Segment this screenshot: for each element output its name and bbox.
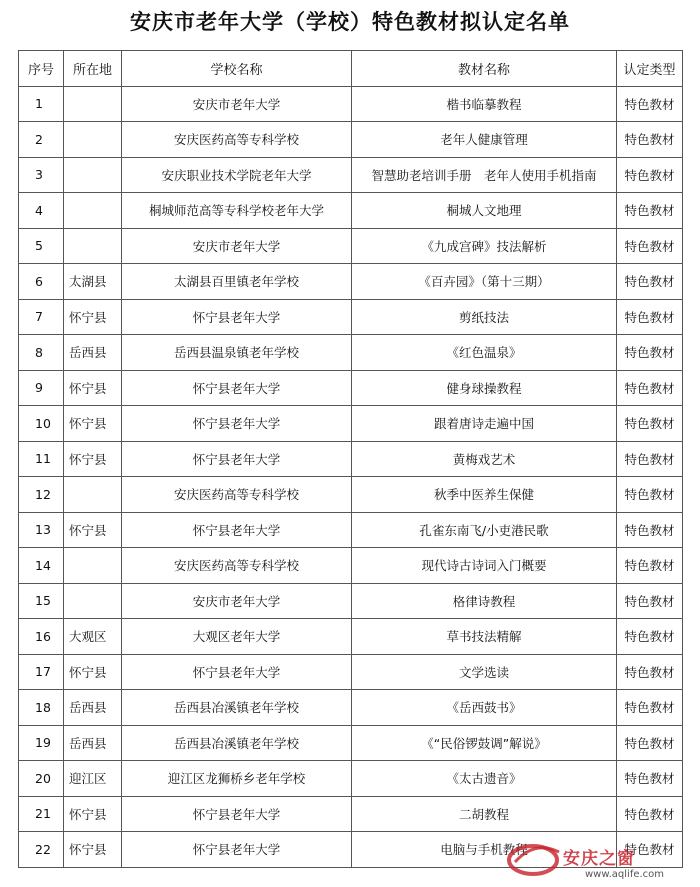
table-row [19,477,683,513]
cell-school: 安庆医药高等专科学校 [122,477,352,513]
cell-type: 特色教材 [617,832,683,868]
watermark-logo-icon [505,838,565,880]
table-row [19,86,683,122]
cell-no: 21 [19,796,64,832]
cell-no: 12 [19,477,64,513]
cell-textbook: 《岳西鼓书》 [352,690,617,726]
table-row [19,370,683,406]
cell-type: 特色教材 [617,299,683,335]
table-row [19,548,683,584]
cell-school: 怀宁县老年大学 [122,370,352,406]
cell-school: 怀宁县老年大学 [122,654,352,690]
header-no: 序号 [19,51,64,87]
cell-school: 安庆医药高等专科学校 [122,122,352,158]
cell-type: 特色教材 [617,725,683,761]
cell-location: 岳西县 [64,335,122,371]
cell-no: 11 [19,441,64,477]
cell-location: 大观区 [64,619,122,655]
cell-no: 5 [19,228,64,264]
cell-school: 怀宁县老年大学 [122,796,352,832]
header-textbook: 教材名称 [352,51,617,87]
table-row [19,406,683,442]
cell-textbook: 健身球操教程 [352,370,617,406]
cell-no: 9 [19,370,64,406]
cell-textbook: 秋季中医养生保健 [352,477,617,513]
cell-school: 桐城师范高等专科学校老年大学 [122,193,352,229]
cell-school: 迎江区龙狮桥乡老年学校 [122,761,352,797]
table-row [19,441,683,477]
table-row [19,264,683,300]
cell-textbook: 桐城人文地理 [352,193,617,229]
cell-type: 特色教材 [617,477,683,513]
cell-school: 安庆市老年大学 [122,86,352,122]
cell-type: 特色教材 [617,335,683,371]
cell-location: 岳西县 [64,725,122,761]
cell-location [64,477,122,513]
textbook-list-table [18,50,683,868]
cell-type: 特色教材 [617,441,683,477]
cell-location: 怀宁县 [64,654,122,690]
page-title: 安庆市老年大学（学校）特色教材拟认定名单 [130,9,570,34]
cell-school: 岳西县冶溪镇老年学校 [122,725,352,761]
table-row [19,512,683,548]
cell-type: 特色教材 [617,406,683,442]
cell-type: 特色教材 [617,761,683,797]
table-row [19,157,683,193]
cell-school: 怀宁县老年大学 [122,832,352,868]
cell-no: 10 [19,406,64,442]
cell-school: 安庆市老年大学 [122,228,352,264]
cell-no: 16 [19,619,64,655]
cell-location [64,86,122,122]
cell-textbook: 楷书临摹教程 [352,86,617,122]
cell-no: 2 [19,122,64,158]
cell-no: 13 [19,512,64,548]
cell-textbook: 现代诗古诗词入门概要 [352,548,617,584]
cell-location [64,228,122,264]
cell-type: 特色教材 [617,512,683,548]
cell-type: 特色教材 [617,193,683,229]
cell-school: 安庆职业技术学院老年大学 [122,157,352,193]
cell-no: 18 [19,690,64,726]
cell-location: 太湖县 [64,264,122,300]
table-row [19,583,683,619]
cell-type: 特色教材 [617,264,683,300]
cell-type: 特色教材 [617,157,683,193]
cell-school: 怀宁县老年大学 [122,441,352,477]
cell-school: 太湖县百里镇老年学校 [122,264,352,300]
watermark-url: www.aqlife.com [585,869,665,880]
table-row [19,335,683,371]
cell-textbook: 格律诗教程 [352,583,617,619]
cell-school: 岳西县温泉镇老年学校 [122,335,352,371]
cell-no: 17 [19,654,64,690]
header-type: 认定类型 [617,51,683,87]
cell-type: 特色教材 [617,619,683,655]
cell-no: 7 [19,299,64,335]
cell-textbook: 老年人健康管理 [352,122,617,158]
table-row [19,619,683,655]
cell-textbook: 黄梅戏艺术 [352,441,617,477]
cell-school: 安庆市老年大学 [122,583,352,619]
table-row [19,690,683,726]
cell-location [64,193,122,229]
cell-location: 怀宁县 [64,299,122,335]
cell-location: 怀宁县 [64,832,122,868]
cell-textbook: 电脑与手机教程 [352,832,617,868]
cell-type: 特色教材 [617,86,683,122]
cell-textbook: 跟着唐诗走遍中国 [352,406,617,442]
cell-textbook: 《九成宫碑》技法解析 [352,228,617,264]
cell-textbook: 《“民俗锣鼓调”解说》 [352,725,617,761]
cell-location: 怀宁县 [64,406,122,442]
cell-location [64,157,122,193]
cell-type: 特色教材 [617,548,683,584]
cell-type: 特色教材 [617,228,683,264]
watermark-text: 安庆之窗 [563,849,635,869]
cell-type: 特色教材 [617,583,683,619]
cell-school: 大观区老年大学 [122,619,352,655]
cell-textbook: 孔雀东南飞/小吏港民歌 [352,512,617,548]
cell-location [64,548,122,584]
cell-no: 1 [19,86,64,122]
cell-location: 怀宁县 [64,370,122,406]
cell-location: 怀宁县 [64,796,122,832]
cell-no: 6 [19,264,64,300]
cell-no: 19 [19,725,64,761]
cell-no: 20 [19,761,64,797]
header-school: 学校名称 [122,51,352,87]
table-row [19,122,683,158]
cell-school: 怀宁县老年大学 [122,512,352,548]
cell-location [64,122,122,158]
cell-no: 3 [19,157,64,193]
cell-no: 4 [19,193,64,229]
cell-textbook: 《太古遗音》 [352,761,617,797]
cell-textbook: 智慧助老培训手册 老年人使用手机指南 [352,157,617,193]
cell-no: 15 [19,583,64,619]
cell-type: 特色教材 [617,370,683,406]
table-row [19,228,683,264]
cell-type: 特色教材 [617,122,683,158]
cell-location: 怀宁县 [64,441,122,477]
cell-location [64,583,122,619]
table-row [19,193,683,229]
cell-location: 迎江区 [64,761,122,797]
table-row [19,725,683,761]
cell-type: 特色教材 [617,796,683,832]
header-location: 所在地 [64,51,122,87]
cell-textbook: 二胡教程 [352,796,617,832]
cell-textbook: 文学选读 [352,654,617,690]
table-row [19,796,683,832]
cell-school: 怀宁县老年大学 [122,406,352,442]
table-header-row [19,51,683,87]
cell-location: 岳西县 [64,690,122,726]
cell-textbook: 《红色温泉》 [352,335,617,371]
cell-textbook: 《百卉园》（第十三期） [352,264,617,300]
table-row [19,654,683,690]
cell-school: 岳西县冶溪镇老年学校 [122,690,352,726]
cell-no: 14 [19,548,64,584]
cell-school: 安庆医药高等专科学校 [122,548,352,584]
cell-textbook: 剪纸技法 [352,299,617,335]
cell-type: 特色教材 [617,690,683,726]
cell-school: 怀宁县老年大学 [122,299,352,335]
cell-no: 8 [19,335,64,371]
cell-type: 特色教材 [617,654,683,690]
table-row [19,761,683,797]
table-row [19,299,683,335]
site-watermark [505,838,700,887]
cell-textbook: 草书技法精解 [352,619,617,655]
cell-location: 怀宁县 [64,512,122,548]
cell-no: 22 [19,832,64,868]
